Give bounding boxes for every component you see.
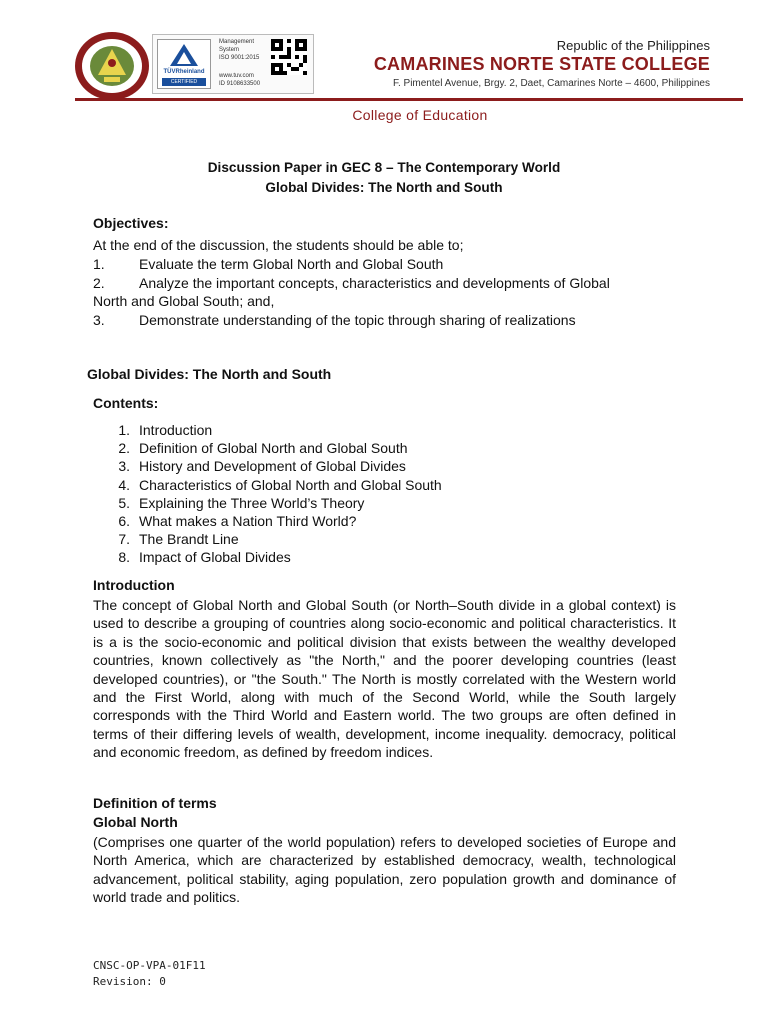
contents-list [107,421,442,567]
objective-item [93,275,676,291]
tuv-certified-label: CERTIFIED [162,78,206,86]
college-name: CAMARINES NORTE STATE COLLEGE [373,54,710,74]
college-seal-logo [74,31,150,101]
department-name: College of Education [352,107,488,123]
list-number: 8. [118,549,130,566]
qr-code-icon [271,39,307,75]
objective-number: 2. [93,275,105,291]
global-north-heading: Global North [93,814,178,830]
cert-line-3: ISO 9001:2015 [219,55,260,61]
objective-number: 3. [93,312,105,328]
definition-heading: Definition of terms [93,795,217,811]
republic-label: Republic of the Philippines [556,38,710,53]
introduction-paragraph: The concept of Global North and Global South (or North–South divide in a global context) is used to describe a grouping of countries along socio-economic and political characteristics. It is a is the socio-economic and political division that exists between the wealthy developed countries, known collectively as "the North," and the poorer developing countries (least developed countries), or "the South." The North is mostly correlated with the Western world and the First World, along with much of the Second World, while the South largely corresponds with the Third World and Eastern world. The two groups are often defined in terms of their differing levels of wealth, development, income inequality. democracy, political and economic freedom, as defined by freedom indices. [93,597,676,761]
cert-line-2: System [219,47,240,53]
list-item [107,512,442,530]
list-number: 5. [118,494,130,511]
cert-line-1: Management [219,39,255,45]
list-item [107,457,442,475]
iso-certification-badge [152,34,314,94]
list-item [107,494,442,512]
list-text: Impact of Global Divides [139,549,291,566]
list-text: History and Development of Global Divides [139,458,406,475]
introduction-heading: Introduction [93,577,175,593]
list-number: 6. [118,513,130,530]
tuv-name: TÜVRheinland [163,69,205,75]
list-text: The Brandt Line [139,531,239,548]
objective-text-continued: North and Global South; and, [93,293,275,309]
list-text: What makes a Nation Third World? [139,513,357,530]
section-title: Global Divides: The North and South [87,366,332,382]
list-item [107,439,442,457]
list-item [107,530,442,548]
revision-label: Revision: 0 [93,975,166,988]
list-text: Characteristics of Global North and Global South [139,476,442,493]
form-code: CNSC-OP-VPA-01F11 [93,959,206,972]
contents-heading: Contents: [93,395,159,411]
header-rule [75,98,743,101]
objectives-intro: At the end of the discussion, the students should be able to; [93,237,464,253]
list-text: Introduction [139,422,213,438]
objectives-heading: Objectives: [93,215,169,231]
cert-id: ID 9108633500 [219,81,261,87]
college-address: F. Pimentel Avenue, Brgy. 2, Daet, Camarines Norte – 4600, Philippines [392,78,710,89]
document-footer [93,958,206,990]
objective-item [93,256,676,272]
document-title: Discussion Paper in GEC 8 – The Contemporary World [207,160,561,175]
list-item [107,476,442,494]
cert-url: www.tuv.com [219,73,254,79]
objective-text: Evaluate the term Global North and Global South [139,256,444,272]
list-number: 7. [118,531,130,548]
list-item [107,548,442,566]
objective-text: Demonstrate understanding of the topic through sharing of realizations [139,312,576,328]
list-item [107,421,442,439]
tuv-triangle-icon [158,40,210,70]
objective-number: 1. [93,256,105,272]
global-north-paragraph: (Comprises one quarter of the world population) refers to developed societies of Europe and North America, which are characterized by established democracy, wealth, technological advancement, political stability, aging population, zero population growth and dominance of world trade and politics. [93,834,676,906]
tuv-rheinland-logo [157,39,211,89]
objective-text: Analyze the important concepts, characteristics and developments of Global [139,275,610,291]
letterhead [0,0,768,100]
list-text: Definition of Global North and Global South [139,440,408,457]
document-subtitle: Global Divides: The North and South [265,180,503,195]
list-number: 3. [118,458,130,475]
list-number: 4. [118,476,130,493]
objective-item [93,312,676,328]
list-number: 1. [118,422,130,438]
list-number: 2. [118,440,130,457]
list-text: Explaining the Three World’s Theory [139,494,365,511]
